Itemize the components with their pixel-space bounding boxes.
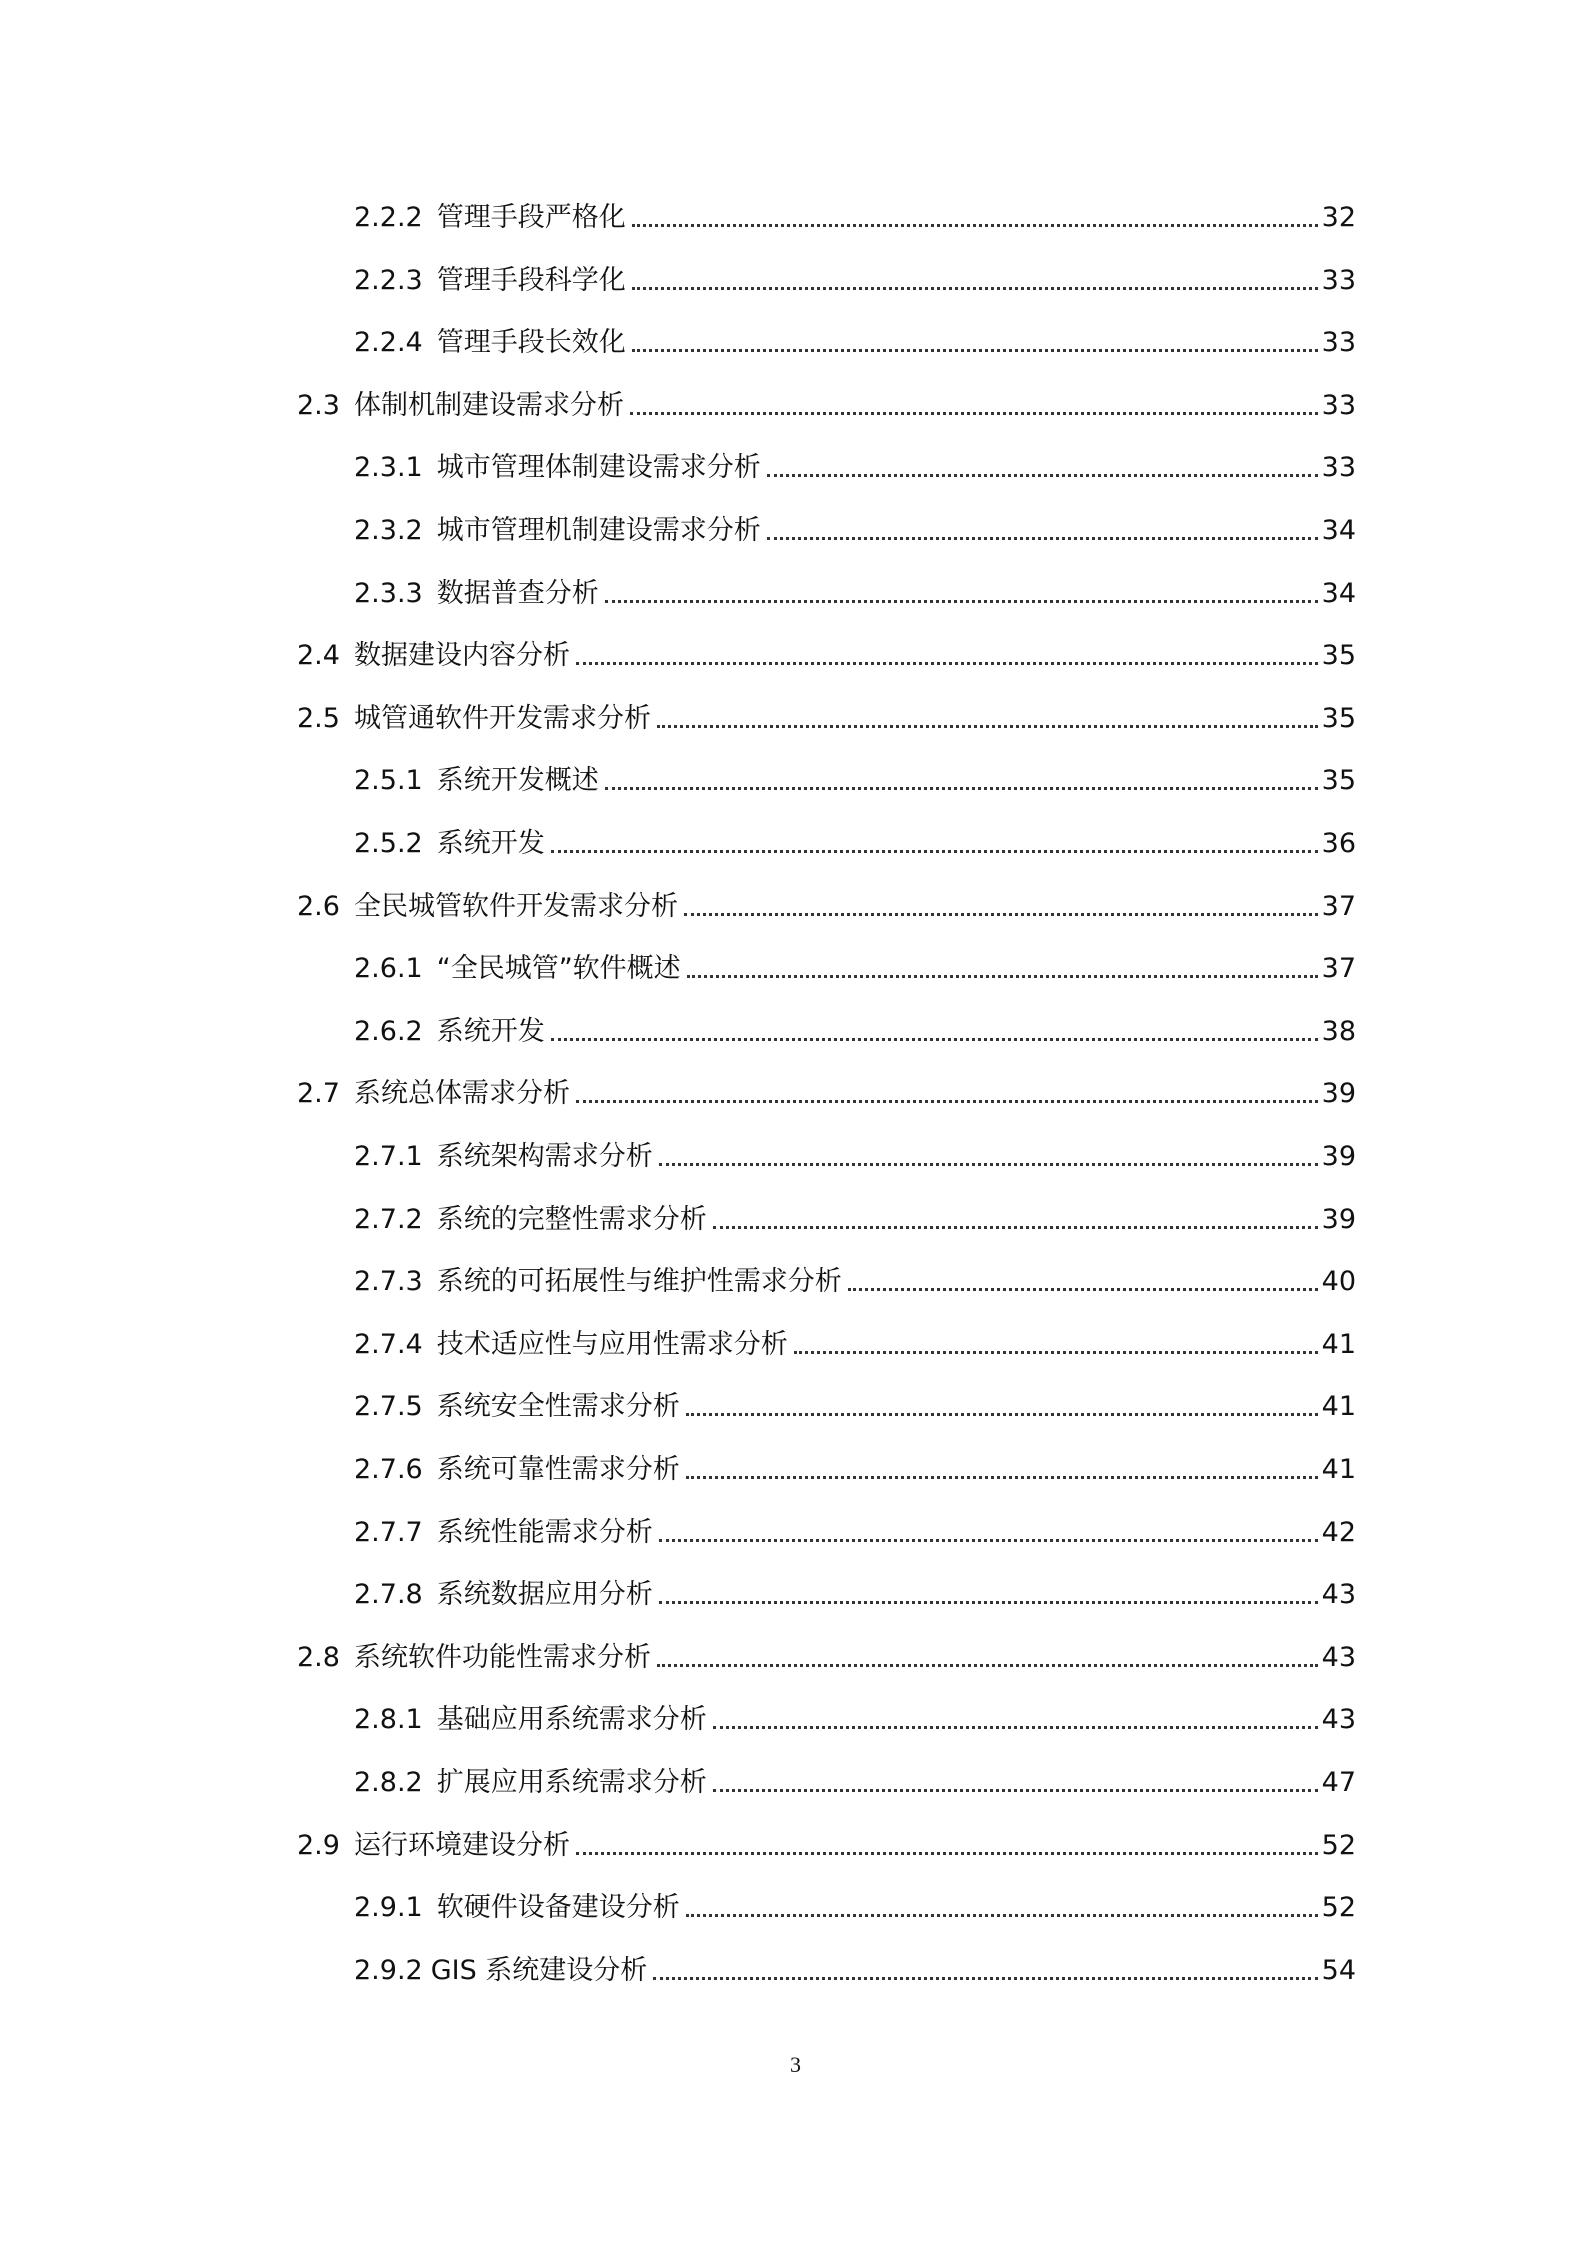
- toc-entry-number: 2.2.4: [354, 327, 423, 359]
- toc-leader-dots: [632, 349, 1318, 352]
- toc-entry-title: 系统性能需求分析: [436, 1516, 653, 1548]
- toc-leader-dots: [605, 787, 1318, 790]
- toc-entry-page: 41: [1321, 1391, 1356, 1423]
- toc-entry[interactable]: [354, 1759, 1356, 1799]
- toc-entry-page: 40: [1321, 1266, 1356, 1298]
- toc-entry-number: 2.7.2: [354, 1203, 423, 1235]
- toc-entry-page: 34: [1321, 515, 1356, 546]
- toc-entry[interactable]: [297, 883, 1356, 923]
- toc-entry-title: 体制机制建设需求分析: [353, 389, 624, 421]
- toc-entry-page: 35: [1321, 640, 1356, 672]
- toc-leader-dots: [713, 1226, 1318, 1229]
- toc-entry[interactable]: [354, 570, 1356, 610]
- toc-entry[interactable]: [354, 257, 1356, 297]
- toc-entry[interactable]: [354, 1258, 1356, 1298]
- toc-entry-page: 32: [1321, 202, 1356, 233]
- toc-entry-title: 系统可靠性需求分析: [436, 1454, 680, 1485]
- toc-entry[interactable]: [354, 1696, 1356, 1736]
- toc-entry[interactable]: [354, 194, 1356, 234]
- toc-leader-dots: [659, 1601, 1318, 1604]
- toc-entry[interactable]: [354, 820, 1356, 860]
- toc-entry-number: 2.9: [297, 1829, 340, 1861]
- toc-entry[interactable]: [354, 1321, 1356, 1361]
- toc-leader-dots: [713, 1789, 1318, 1792]
- toc-entry[interactable]: [354, 945, 1356, 985]
- toc-leader-dots: [653, 1977, 1317, 1980]
- toc-entry-page: 39: [1321, 1203, 1356, 1235]
- toc-entry-title: 系统的可拓展性与维护性需求分析: [436, 1266, 842, 1298]
- toc-entry-title: 系统开发: [436, 828, 545, 859]
- toc-entry-title: 城市管理机制建设需求分析: [436, 515, 761, 546]
- toc-leader-dots: [659, 1539, 1318, 1542]
- toc-entry-page: 37: [1321, 890, 1356, 922]
- toc-entry[interactable]: [354, 1947, 1356, 1987]
- toc-leader-dots: [686, 1914, 1318, 1917]
- toc-entry-number: 2.7.1: [354, 1141, 423, 1172]
- toc-leader-dots: [605, 600, 1318, 603]
- toc-entry-title: 技术适应性与应用性需求分析: [436, 1328, 788, 1360]
- toc-leader-dots: [684, 913, 1318, 916]
- toc-entry-number: 2.7.4: [354, 1328, 423, 1360]
- toc-leader-dots: [632, 224, 1318, 227]
- toc-entry-number: 2.5.1: [354, 765, 423, 797]
- toc-entry-number: 2.4: [297, 640, 340, 672]
- toc-entry[interactable]: [354, 1008, 1356, 1048]
- toc-leader-dots: [551, 850, 1318, 853]
- toc-entry-number: 2.2.2: [354, 202, 423, 233]
- toc-leader-dots: [686, 1476, 1318, 1479]
- toc-entry-number: 2.7: [297, 1078, 340, 1110]
- toc-entry-number: 2.9.1: [354, 1892, 423, 1924]
- toc-entry-page: 35: [1321, 702, 1356, 734]
- toc-entry-title: 系统的完整性需求分析: [436, 1203, 707, 1235]
- toc-entry-title: 基础应用系统需求分析: [436, 1704, 707, 1736]
- toc-entry-number: 2.2.3: [354, 264, 423, 296]
- toc-entry-page: 35: [1321, 765, 1356, 797]
- toc-entry-title: 城管通软件开发需求分析: [353, 702, 651, 734]
- toc-entry-title: 系统总体需求分析: [353, 1078, 570, 1110]
- toc-entry[interactable]: [354, 1446, 1356, 1486]
- toc-leader-dots: [576, 662, 1318, 665]
- toc-entry[interactable]: [354, 757, 1356, 797]
- toc-entry-page: 43: [1321, 1641, 1356, 1673]
- toc-entry-page: 33: [1321, 264, 1356, 296]
- toc-entry-title: 数据普查分析: [436, 577, 599, 609]
- toc-entry-number: 2.8: [297, 1641, 340, 1673]
- toc-entry-title: 全民城管软件开发需求分析: [353, 890, 678, 922]
- toc-entry-number: 2.7.3: [354, 1266, 423, 1298]
- toc-entry[interactable]: [354, 1571, 1356, 1611]
- toc-entry[interactable]: [297, 1822, 1356, 1862]
- toc-entry-number: 2.3.1: [354, 452, 423, 484]
- toc-entry[interactable]: [354, 319, 1356, 359]
- toc-entry-page: 38: [1321, 1015, 1356, 1047]
- toc-entry[interactable]: [297, 632, 1356, 672]
- toc-entry-number: 2.8.1: [354, 1704, 423, 1736]
- toc-entry-title: 系统安全性需求分析: [436, 1391, 680, 1423]
- toc-entry-number: 2.8.2: [354, 1767, 423, 1798]
- toc-entry[interactable]: [354, 1383, 1356, 1423]
- toc-entry-number: 2.3: [297, 389, 340, 421]
- toc-entry-number: 2.6: [297, 890, 340, 922]
- toc-entry-page: 41: [1321, 1328, 1356, 1360]
- toc-entry-title: 城市管理体制建设需求分析: [436, 452, 761, 484]
- toc-entry-number: 2.3.3: [354, 577, 423, 609]
- toc-entry-title: 管理手段科学化: [436, 264, 626, 296]
- toc-entry-title: 数据建设内容分析: [353, 640, 570, 672]
- toc-entry-page: 34: [1321, 577, 1356, 609]
- toc-entry-page: 33: [1321, 452, 1356, 484]
- page-number: 3: [790, 2052, 801, 2077]
- toc-entry-page: 41: [1321, 1454, 1356, 1485]
- toc-entry[interactable]: [297, 695, 1356, 735]
- toc-leader-dots: [657, 1664, 1318, 1667]
- toc-leader-dots: [687, 975, 1318, 978]
- toc-entry[interactable]: [297, 1070, 1356, 1110]
- toc-leader-dots: [632, 287, 1318, 290]
- toc-leader-dots: [657, 725, 1318, 728]
- toc-leader-dots: [576, 1852, 1318, 1855]
- toc-entry-title: 软硬件设备建设分析: [436, 1892, 680, 1924]
- toc-entry-page: 43: [1321, 1704, 1356, 1736]
- toc-entry-title: GIS 系统建设分析: [430, 1954, 648, 1986]
- toc-entry-title: 扩展应用系统需求分析: [436, 1767, 707, 1798]
- toc-entry-page: 47: [1321, 1767, 1356, 1798]
- toc-entry-title: 管理手段长效化: [436, 327, 626, 359]
- toc-entry-number: 2.5: [297, 702, 340, 734]
- toc-entry-number: 2.6.2: [354, 1015, 423, 1047]
- toc-entry-title: 系统开发概述: [436, 765, 599, 797]
- toc-entry-title: 运行环境建设分析: [353, 1829, 570, 1861]
- toc-entry[interactable]: [297, 1634, 1356, 1674]
- toc-leader-dots: [551, 1038, 1318, 1041]
- toc-entry[interactable]: [354, 1196, 1356, 1236]
- toc-leader-dots: [767, 474, 1318, 477]
- toc-entry[interactable]: [354, 1509, 1356, 1549]
- toc-leader-dots: [767, 537, 1318, 540]
- toc-entry-page: 39: [1321, 1141, 1356, 1172]
- toc-entry[interactable]: [297, 382, 1356, 422]
- toc-entry-page: 39: [1321, 1078, 1356, 1110]
- toc-entry-page: 37: [1321, 953, 1356, 985]
- toc-entry-page: 54: [1321, 1954, 1356, 1986]
- toc-entry[interactable]: [354, 444, 1356, 484]
- toc-entry-page: 33: [1321, 327, 1356, 359]
- toc-entry[interactable]: [354, 1133, 1356, 1173]
- toc-entry-title: 管理手段严格化: [436, 202, 626, 233]
- toc-leader-dots: [576, 1100, 1318, 1103]
- toc-entry-number: 2.7.8: [354, 1579, 423, 1611]
- toc-entry-number: 2.6.1: [354, 953, 423, 985]
- toc-entry-title: 系统软件功能性需求分析: [353, 1641, 651, 1673]
- toc-entry-page: 43: [1321, 1579, 1356, 1611]
- toc-entry-page: 52: [1321, 1892, 1356, 1924]
- toc-entry-page: 33: [1321, 389, 1356, 421]
- toc-entry-number: 2.7.6: [354, 1454, 423, 1485]
- toc-entry-number: 2.3.2: [354, 515, 423, 546]
- toc-entry-number: 2.7.5: [354, 1391, 423, 1423]
- toc-entry-number: 2.9.2: [354, 1954, 423, 1986]
- toc-entry-title: 系统开发: [436, 1015, 545, 1047]
- toc-leader-dots: [848, 1288, 1318, 1291]
- toc-leader-dots: [659, 1163, 1318, 1166]
- toc-leader-dots: [686, 1413, 1318, 1416]
- toc-entry-title: 系统架构需求分析: [436, 1141, 653, 1172]
- toc-leader-dots: [713, 1726, 1318, 1729]
- toc-entry-number: 2.5.2: [354, 828, 423, 859]
- toc-entry-number: 2.7.7: [354, 1516, 423, 1548]
- toc-entry-page: 42: [1321, 1516, 1356, 1548]
- toc-entry-page: 52: [1321, 1829, 1356, 1861]
- toc-entry-title: “全民城管”软件概述: [436, 953, 681, 985]
- toc-entry[interactable]: [354, 1884, 1356, 1924]
- toc-entry[interactable]: [354, 507, 1356, 547]
- toc-leader-dots: [794, 1351, 1318, 1354]
- toc-leader-dots: [630, 412, 1318, 415]
- toc-entry-page: 36: [1321, 828, 1356, 859]
- toc-entry-title: 系统数据应用分析: [436, 1579, 653, 1611]
